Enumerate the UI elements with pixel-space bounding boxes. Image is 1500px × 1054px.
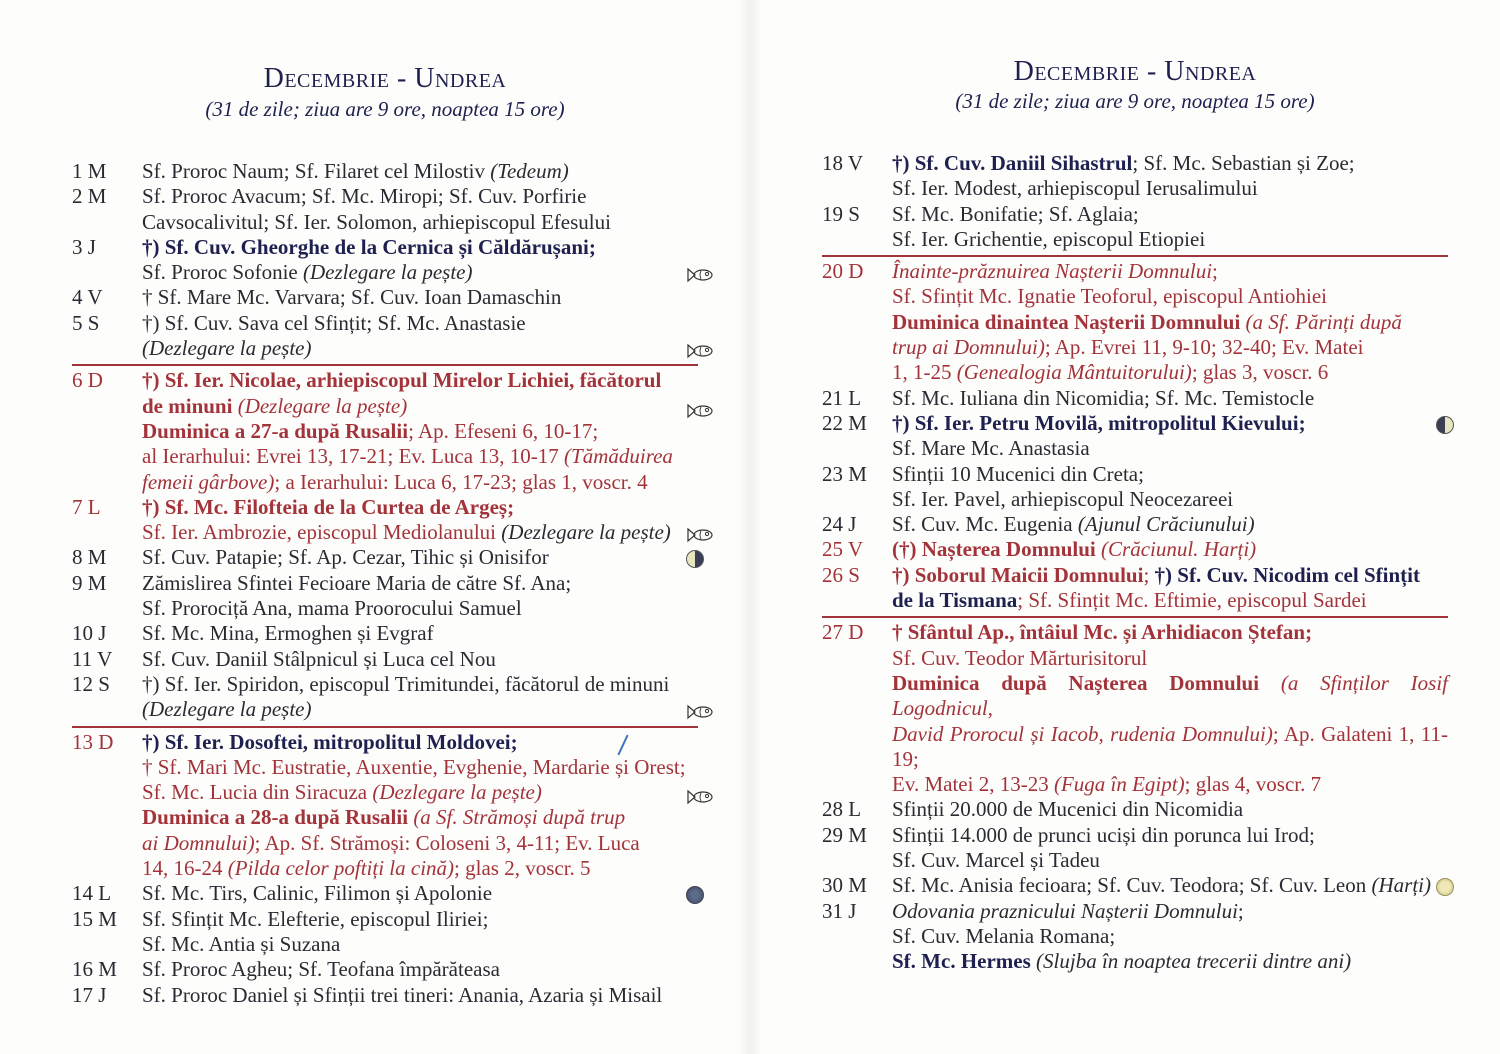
entry-line <box>892 563 1448 588</box>
text-segment: (Pilda celor poftiți la cină) <box>227 856 455 881</box>
entry-line <box>892 797 1448 822</box>
calendar-entry-day-6 <box>72 364 698 494</box>
fish-icon <box>686 265 716 285</box>
fish-icon <box>686 341 716 361</box>
entry-line <box>142 697 698 722</box>
entry-line <box>892 899 1448 924</box>
entry-line <box>142 184 698 209</box>
calendar-entry-day-22 <box>822 411 1448 462</box>
day-label: 14 L <box>72 881 112 906</box>
text-segment: (Dezlegare la pește) <box>142 697 312 722</box>
day-label: 20 D <box>822 259 864 284</box>
text-segment: Sf. Mare Mc. Anastasia <box>892 436 1090 461</box>
text-segment: †) Sf. Ier. Spiridon, episcopul Trimitundei, făcătorul de minuni <box>142 671 670 696</box>
calendar-entry-day-25 <box>822 537 1448 562</box>
day-label: 3 J <box>72 234 96 259</box>
text-segment: Înainte-prăznuirea Nașterii Domnului <box>892 259 1213 284</box>
entry-text <box>142 881 698 906</box>
entry-line <box>892 284 1448 309</box>
entry-text <box>142 571 698 622</box>
text-segment: ; a Ierarhului: Luca 6, 17-23; glas 1, voscr. 4 <box>274 469 648 494</box>
text-segment: Sf. Cuv. Daniil Stâlpnicul și Luca cel Nou <box>142 646 496 671</box>
calendar-entry-day-8 <box>72 545 698 570</box>
text-segment: Sf. Ier. Pavel, arhiepiscopul Neocezareei <box>892 486 1234 511</box>
day-label: 1 M <box>72 159 107 183</box>
entry-line <box>142 470 698 495</box>
calendar-entry-day-21 <box>822 386 1448 411</box>
day-label: 15 M <box>72 906 117 931</box>
text-segment: † Sf. Mare Mc. Varvara; Sf. Cuv. Ioan Damaschin <box>142 285 562 310</box>
calendar-entry-day-19 <box>822 202 1448 253</box>
entry-line <box>892 259 1448 284</box>
text-segment: Sf. Cuv. Marcel și Tadeu <box>892 848 1100 873</box>
first-quarter-moon-icon <box>686 550 704 568</box>
calendar-entries <box>72 159 698 1008</box>
text-segment: Duminica după Nașterea Domnului <box>892 670 1260 695</box>
calendar-entries <box>822 151 1448 975</box>
entry-line <box>142 957 698 982</box>
text-segment: ai Domnului) <box>142 830 255 855</box>
entry-line <box>892 335 1448 360</box>
text-segment: Sf. Sfințit Mc. Elefterie, episcopul Iliriei; <box>142 906 489 931</box>
calendar-entry-day-4 <box>72 285 698 310</box>
text-segment: ; <box>1237 898 1244 923</box>
text-segment: de minuni <box>142 393 238 418</box>
text-segment: Sf. Cuv. Mc. Eugenia <box>892 512 1078 537</box>
text-segment: Duminica a 28-a după Rusalii <box>142 805 409 830</box>
calendar-entry-day-15 <box>72 907 698 958</box>
entry-line <box>142 520 698 545</box>
entry-text <box>892 462 1448 513</box>
calendar-entry-day-14 <box>72 881 698 906</box>
entry-line <box>892 310 1448 335</box>
text-segment: †) Sf. Ier. Nicolae, arhiepiscopul Mirelor Lichiei, făcătorul <box>142 368 662 393</box>
calendar-entry-day-23 <box>822 462 1448 513</box>
text-segment: Sf. Sfințit Mc. Ignatie Teoforul, episcopul Antiohiei <box>892 284 1328 309</box>
text-segment: (†) Nașterea Domnului <box>892 537 1102 562</box>
entry-line <box>892 360 1448 385</box>
calendar-entry-day-20 <box>822 255 1448 385</box>
text-segment: †) Sf. Ier. Petru Movilă, mitropolitul Kievului; <box>892 410 1306 435</box>
entry-line <box>142 419 698 444</box>
text-segment: (Fuga în Egipt) <box>1053 772 1185 797</box>
calendar-entry-day-28 <box>822 797 1448 822</box>
day-label: 19 S <box>822 201 860 226</box>
entry-line <box>892 411 1448 436</box>
fish-icon <box>686 787 716 807</box>
text-segment: †) Sf. Cuv. Gheorghe de la Cernica și Căldărușani; <box>142 234 596 259</box>
entry-line <box>892 722 1448 773</box>
entry-line <box>892 176 1448 201</box>
entry-text <box>892 797 1448 822</box>
entry-text <box>892 202 1448 253</box>
calendar-entry-day-1 <box>72 159 698 184</box>
fish-icon <box>686 525 716 545</box>
text-segment: ; Ap. Evrei 11, 9-10; 32-40; Ev. Matei <box>1044 335 1364 360</box>
entry-line <box>892 924 1448 949</box>
text-segment: Sf. Mc. Tirs, Calinic, Filimon și Apolonie <box>142 881 493 906</box>
day-label: 29 M <box>822 822 867 847</box>
entry-line <box>142 571 698 596</box>
entry-line <box>142 235 698 260</box>
entry-line <box>142 780 698 805</box>
text-segment: Sf. Proroc Agheu; Sf. Teofana împărăteasa <box>142 957 500 982</box>
text-segment: (a Sf. Părinți după <box>1240 309 1402 334</box>
entry-line <box>892 823 1448 848</box>
text-segment: (Dezlegare la pește) <box>303 260 473 285</box>
entry-text <box>142 647 698 672</box>
text-segment: Sf. Proroc Naum; Sf. Filaret cel Milostiv <box>142 159 491 183</box>
entry-line <box>142 647 698 672</box>
text-segment: †) Sf. Cuv. Daniil Sihastrul <box>892 151 1133 175</box>
text-segment: (a Sf. Strămoși după trup <box>408 805 626 830</box>
entry-line <box>892 386 1448 411</box>
text-segment: (Dezlegare la pește) <box>501 520 671 545</box>
text-segment: 1, 1-25 <box>892 360 957 385</box>
text-segment: (Genealogia Mântuitorului) <box>956 360 1192 385</box>
entry-line <box>892 772 1448 797</box>
day-label: 28 L <box>822 797 862 822</box>
calendar-entry-day-18 <box>822 151 1448 202</box>
text-segment: ; Sf. Sfințit Mc. Eftimie, episcopul Sardei <box>1017 588 1367 613</box>
text-segment: Sf. Mc. Bonifatie; Sf. Aglaia; <box>892 201 1139 226</box>
entry-text <box>142 672 698 723</box>
entry-text <box>892 537 1448 562</box>
entry-text <box>892 823 1448 874</box>
text-segment: ; Sf. Mc. Sebastian și Zoe; <box>1132 151 1355 175</box>
calendar-entry-day-17 <box>72 983 698 1008</box>
day-label: 10 J <box>72 621 107 646</box>
entry-line <box>142 159 698 184</box>
calendar-entry-day-26 <box>822 563 1448 614</box>
entry-line <box>892 436 1448 461</box>
entry-line <box>892 462 1448 487</box>
entry-text <box>892 411 1448 462</box>
day-label: 24 J <box>822 512 857 537</box>
calendar-entry-day-24 <box>822 512 1448 537</box>
text-segment: Sf. Mc. Iuliana din Nicomidia; Sf. Mc. Temistocle <box>892 385 1315 410</box>
entry-line <box>142 881 698 906</box>
calendar-entry-day-30 <box>822 873 1448 898</box>
right-page <box>750 0 1500 1054</box>
text-segment: Duminica a 27-a după Rusalii <box>142 418 409 443</box>
text-segment: Sf. Mc. Hermes <box>892 949 1031 974</box>
entry-text <box>892 899 1448 975</box>
entry-line <box>142 907 698 932</box>
text-segment: Zămislirea Sfintei Fecioare Maria de către Sf. Ana; <box>142 570 572 595</box>
text-segment: Duminica dinaintea Nașterii Domnului <box>892 309 1241 334</box>
calendar-entry-day-7 <box>72 495 698 546</box>
entry-line <box>142 394 698 419</box>
entry-line <box>142 444 698 469</box>
day-label: 11 V <box>72 646 113 671</box>
entry-line <box>142 755 698 780</box>
text-segment: Sf. Ier. Ambrozie, episcopul Mediolanului <box>142 520 502 545</box>
text-segment: ; glas 2, voscr. 5 <box>454 856 591 881</box>
text-segment: †) Sf. Cuv. Sava cel Sfințit; Sf. Mc. Anastasie <box>142 310 526 335</box>
month-title: Decembrie - Undrea <box>263 63 507 94</box>
day-label: 5 S <box>72 310 100 335</box>
fish-icon <box>686 702 716 722</box>
text-segment: Sf. Mc. Lucia din Siracuza <box>142 780 373 805</box>
entry-line <box>892 671 1448 722</box>
month-subtitle: (31 de zile; ziua are 9 ore, noaptea 15 ore) <box>955 89 1315 113</box>
text-segment: †) Sf. Ier. Dosoftei, mitropolitul Moldovei; <box>142 729 518 754</box>
entry-text <box>142 907 698 958</box>
text-segment: ; Ap. Galateni 1, 11-19; <box>892 721 1449 771</box>
text-segment: Sfinții 20.000 de Mucenici din Nicomidia <box>892 797 1244 822</box>
month-subtitle: (31 de zile; ziua are 9 ore, noaptea 15 ore) <box>205 97 565 121</box>
entry-line <box>892 512 1448 537</box>
text-segment: trup ai Domnului) <box>892 335 1045 360</box>
entry-text <box>142 495 698 546</box>
day-label: 2 M <box>72 184 107 209</box>
entry-line <box>142 672 698 697</box>
entry-text <box>142 545 698 570</box>
text-segment: Sf. Proroc Daniel și Sfinții trei tineri: Anania, Azaria și Misail <box>142 982 663 1007</box>
text-segment: Sf. Ier. Modest, arhiepiscopul Ierusalimului <box>892 176 1258 201</box>
text-segment: (Tedeum) <box>490 159 569 183</box>
entry-line <box>892 873 1448 898</box>
entry-line <box>142 311 698 336</box>
entry-line <box>142 983 698 1008</box>
entry-line <box>892 537 1448 562</box>
day-label: 26 S <box>822 562 860 587</box>
text-segment: (Ajunul Crăciunului) <box>1077 512 1255 537</box>
entry-text <box>142 983 698 1008</box>
text-segment: Sf. Cuv. Teodor Mărturisitorul <box>892 645 1148 670</box>
calendar-entry-day-31 <box>822 899 1448 975</box>
text-segment: Odovania praznicului Nașterii Domnului <box>892 898 1238 923</box>
entry-text <box>142 368 698 494</box>
day-label: 30 M <box>822 873 867 898</box>
full-moon-moon-icon <box>1436 878 1454 896</box>
calendar-entry-day-12 <box>72 672 698 723</box>
entry-line <box>142 621 698 646</box>
day-label: 16 M <box>72 957 117 982</box>
text-segment: Sf. Ier. Grichentie, episcopul Etiopiei <box>892 226 1206 251</box>
entry-text <box>892 151 1448 202</box>
text-segment: Sf. Cuv. Patapie; Sf. Ap. Cezar, Tihic și Onisifor <box>142 545 549 570</box>
entry-text <box>892 512 1448 537</box>
day-label: 21 L <box>822 385 862 410</box>
text-segment: (a Sfinților Iosif Logodnicul, <box>892 670 1448 721</box>
new-moon-moon-icon <box>686 886 704 904</box>
day-label: 18 V <box>822 151 864 175</box>
entry-text <box>892 386 1448 411</box>
entry-text <box>142 311 698 362</box>
text-segment: (Dezlegare la pește) <box>372 780 542 805</box>
entry-line <box>142 932 698 957</box>
text-segment: (Harți) <box>1371 873 1432 898</box>
text-segment: Sf. Mc. Antia și Suzana <box>142 931 341 956</box>
entry-line <box>142 368 698 393</box>
text-segment: Sf. Prorociță Ana, mama Proorocului Samuel <box>142 596 522 621</box>
month-title: Decembrie - Undrea <box>1013 56 1257 87</box>
text-segment: al Ierarhului: Evrei 13, 17-21; Ev. Luca 13, 10-17 <box>142 444 565 469</box>
text-segment: 14, 16-24 <box>142 856 228 881</box>
entry-text <box>142 235 698 286</box>
entry-line <box>142 596 698 621</box>
text-segment: (Dezlegare la pește) <box>142 336 312 361</box>
text-segment: (Crăciunul. Harți) <box>1101 537 1257 562</box>
day-label: 6 D <box>72 368 103 393</box>
entry-line <box>892 949 1448 974</box>
calendar-entry-day-27 <box>822 616 1448 797</box>
text-segment: Ev. Matei 2, 13-23 <box>892 772 1054 797</box>
text-segment: †) Sf. Mc. Filofteia de la Curtea de Argeș; <box>142 494 515 519</box>
entry-line <box>892 151 1448 176</box>
calendar-entry-day-13 <box>72 726 698 882</box>
entry-text <box>892 563 1448 614</box>
last-quarter-moon-icon <box>1436 416 1454 434</box>
day-label: 23 M <box>822 461 867 486</box>
entry-text <box>142 159 698 184</box>
text-segment: Cavsocalivitul; Sf. Ier. Solomon, arhiepiscopul Efesului <box>142 209 611 234</box>
entry-text <box>142 730 698 882</box>
text-segment: †) Sf. Cuv. Nicodim cel Sfințit <box>1154 562 1420 587</box>
text-segment: (Dezlegare la pește) <box>237 393 408 418</box>
day-label: 12 S <box>72 671 110 696</box>
entry-line <box>142 210 698 235</box>
text-segment: ; glas 3, voscr. 6 <box>1191 360 1329 385</box>
calendar-entry-day-3 <box>72 235 698 286</box>
day-label: 4 V <box>72 285 103 310</box>
entry-line <box>142 285 698 310</box>
text-segment: femeii gârbove) <box>142 469 275 494</box>
day-label: 17 J <box>72 982 107 1007</box>
calendar-entry-day-29 <box>822 823 1448 874</box>
day-label: 25 V <box>822 537 864 562</box>
entry-line <box>142 730 698 755</box>
entry-text <box>892 873 1448 898</box>
entry-line <box>142 856 698 881</box>
entry-line <box>892 227 1448 252</box>
text-segment: Sf. Mc. Mina, Ermoghen și Evgraf <box>142 621 434 646</box>
day-label: 8 M <box>72 545 107 570</box>
entry-line <box>892 588 1448 613</box>
entry-text <box>142 621 698 646</box>
entry-text <box>142 285 698 310</box>
text-segment: ; Ap. Sf. Strămoși: Coloseni 3, 4-11; Ev. Luca <box>254 830 640 855</box>
entry-text <box>142 184 698 235</box>
entry-line <box>892 202 1448 227</box>
text-segment: David Prorocul și Iacob, rudenia Domnului) <box>892 721 1273 746</box>
text-segment: Sfinții 10 Mucenici din Creta; <box>892 461 1144 486</box>
fish-icon <box>686 401 716 421</box>
entry-line <box>892 646 1448 671</box>
calendar-entry-day-9 <box>72 571 698 622</box>
entry-line <box>142 336 698 361</box>
text-segment: ; Ap. Efeseni 6, 10-17; <box>408 418 599 443</box>
calendar-entry-day-2 <box>72 184 698 235</box>
text-segment: Sf. Proroc Sofonie <box>142 260 303 285</box>
text-segment: †) Soborul Maicii Domnului <box>892 562 1144 587</box>
text-segment: ; <box>1212 259 1218 284</box>
text-segment: ; glas 4, voscr. 7 <box>1184 772 1322 797</box>
entry-line <box>142 260 698 285</box>
entry-line <box>892 848 1448 873</box>
day-label: 22 M <box>822 410 867 435</box>
text-segment: Sf. Cuv. Melania Romana; <box>892 923 1116 948</box>
entry-line <box>142 805 698 830</box>
text-segment: † Sfântul Ap., întâiul Mc. și Arhidiacon Ștefan; <box>892 620 1313 645</box>
entry-line <box>142 831 698 856</box>
day-label: 13 D <box>72 729 114 754</box>
entry-line <box>892 487 1448 512</box>
text-segment: ; <box>1143 562 1155 587</box>
entry-text <box>892 259 1448 385</box>
text-segment: Sf. Mc. Anisia fecioara; Sf. Cuv. Teodora; Sf. Cuv. Leon <box>892 873 1372 898</box>
calendar-entry-day-16 <box>72 957 698 982</box>
text-segment: (Tămăduirea <box>564 444 673 469</box>
day-label: 7 L <box>72 494 101 519</box>
calendar-entry-day-11 <box>72 647 698 672</box>
calendar-entry-day-5 <box>72 311 698 362</box>
day-label: 9 M <box>72 570 107 595</box>
text-segment: (Slujba în noaptea trecerii dintre ani) <box>1030 949 1352 974</box>
entry-line <box>142 545 698 570</box>
calendar-entry-day-10 <box>72 621 698 646</box>
text-segment: Sf. Proroc Avacum; Sf. Mc. Miropi; Sf. Cuv. Porfirie <box>142 184 587 209</box>
day-label: 27 D <box>822 620 864 645</box>
text-segment: Sfinții 14.000 de prunci uciși din porunca lui Irod; <box>892 822 1315 847</box>
entry-text <box>142 957 698 982</box>
entry-line <box>142 495 698 520</box>
text-segment: † Sf. Mari Mc. Eustratie, Auxentie, Evghenie, Mardarie și Orest; <box>142 754 686 779</box>
entry-text <box>892 620 1448 797</box>
entry-line <box>892 620 1448 645</box>
text-segment: de la Tismana <box>892 588 1018 613</box>
day-label: 31 J <box>822 898 857 923</box>
